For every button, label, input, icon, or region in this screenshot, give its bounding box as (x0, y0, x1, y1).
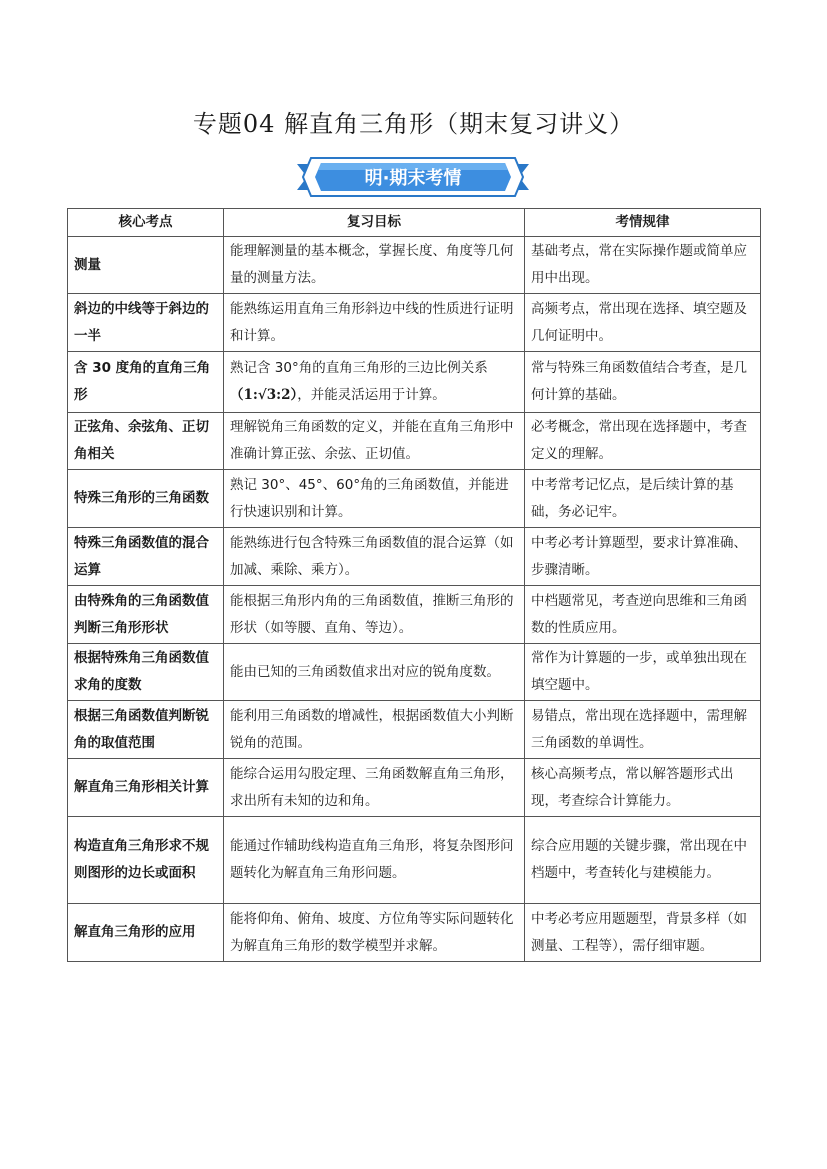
pattern-cell: 中档题常见，考查逆向思维和三角函数的性质应用。 (525, 586, 761, 644)
pattern-cell: 常作为计算题的一步，或单独出现在填空题中。 (525, 644, 761, 701)
goal-text-part: 熟记含 30°角的直角三角形的三边比例关系 (230, 360, 488, 376)
pattern-cell: 常与特殊三角函数值结合考查，是几何计算的基础。 (525, 352, 761, 413)
table-row (68, 759, 761, 817)
table-row (68, 644, 761, 701)
topic-cell: 特殊三角函数值的混合运算 (68, 528, 224, 586)
pattern-cell: 核心高频考点，常以解答题形式出现，考查综合计算能力。 (525, 759, 761, 817)
pattern-cell: 易错点，常出现在选择题中，需理解三角函数的单调性。 (525, 701, 761, 759)
banner-ribbon-icon (297, 156, 529, 198)
pattern-cell: 必考概念，常出现在选择题中，考查定义的理解。 (525, 413, 761, 470)
table-row (68, 470, 761, 528)
goal-cell: 能根据三角形内角的三角函数值，推断三角形的形状（如等腰、直角、等边）。 (224, 586, 525, 644)
table-row (68, 817, 761, 904)
pattern-cell: 中考常考记忆点，是后续计算的基础，务必记牢。 (525, 470, 761, 528)
topic-cell: 斜边的中线等于斜边的一半 (68, 294, 224, 352)
goal-cell: 能综合运用勾股定理、三角函数解直角三角形，求出所有未知的边和角。 (224, 759, 525, 817)
table-row (68, 413, 761, 470)
topic-cell: 解直角三角形相关计算 (68, 759, 224, 817)
topic-cell: 根据三角函数值判断锐角的取值范围 (68, 701, 224, 759)
pattern-cell: 高频考点，常出现在选择、填空题及几何证明中。 (525, 294, 761, 352)
table-row (68, 904, 761, 962)
ratio-formula: （1:√3:2） (230, 387, 298, 403)
table-row (68, 586, 761, 644)
banner-label: 明·期末考情 (364, 168, 462, 189)
pattern-cell: 综合应用题的关键步骤，常出现在中档题中，考查转化与建模能力。 (525, 817, 761, 904)
goal-cell: 熟记 30°、45°、60°角的三角函数值，并能进行快速识别和计算。 (224, 470, 525, 528)
goal-cell: 能熟练进行包含特殊三角函数值的混合运算（如加减、乘除、乘方）。 (224, 528, 525, 586)
table-row (68, 528, 761, 586)
review-table (67, 208, 761, 962)
page-title: 专题04 解直角三角形（期末复习讲义） (192, 110, 635, 138)
topic-cell: 含 30 度角的直角三角形 (68, 352, 224, 413)
goal-cell: 能由已知的三角函数值求出对应的锐角度数。 (224, 644, 525, 701)
topic-cell: 解直角三角形的应用 (68, 904, 224, 962)
table-row (68, 352, 761, 413)
goal-cell: 能利用三角函数的增减性，根据函数值大小判断锐角的范围。 (224, 701, 525, 759)
goal-cell (224, 352, 525, 413)
header-review-goal: 复习目标 (224, 209, 525, 237)
pattern-cell: 中考必考应用题题型，背景多样（如测量、工程等），需仔细审题。 (525, 904, 761, 962)
goal-text-part: ，并能灵活运用于计算。 (297, 387, 446, 403)
pattern-cell: 基础考点，常在实际操作题或简单应用中出现。 (525, 237, 761, 294)
topic-cell: 正弦角、余弦角、正切角相关 (68, 413, 224, 470)
pattern-cell: 中考必考计算题型，要求计算准确、步骤清晰。 (525, 528, 761, 586)
topic-cell: 测量 (68, 237, 224, 294)
goal-cell: 能理解测量的基本概念，掌握长度、角度等几何量的测量方法。 (224, 237, 525, 294)
goal-cell: 能将仰角、俯角、坡度、方位角等实际问题转化为解直角三角形的数学模型并求解。 (224, 904, 525, 962)
topic-cell: 由特殊角的三角函数值判断三角形形状 (68, 586, 224, 644)
section-banner (297, 156, 529, 198)
table-header-row (68, 209, 761, 237)
table-row (68, 701, 761, 759)
table-row (68, 294, 761, 352)
goal-cell: 能通过作辅助线构造直角三角形，将复杂图形问题转化为解直角三角形问题。 (224, 817, 525, 904)
topic-cell: 根据特殊角三角函数值求角的度数 (68, 644, 224, 701)
goal-cell: 能熟练运用直角三角形斜边中线的性质进行证明和计算。 (224, 294, 525, 352)
table-row (68, 237, 761, 294)
topic-cell: 构造直角三角形求不规则图形的边长或面积 (68, 817, 224, 904)
topic-cell: 特殊三角形的三角函数 (68, 470, 224, 528)
goal-cell: 理解锐角三角函数的定义，并能在直角三角形中准确计算正弦、余弦、正切值。 (224, 413, 525, 470)
header-exam-pattern: 考情规律 (525, 209, 761, 237)
header-core-topic: 核心考点 (68, 209, 224, 237)
